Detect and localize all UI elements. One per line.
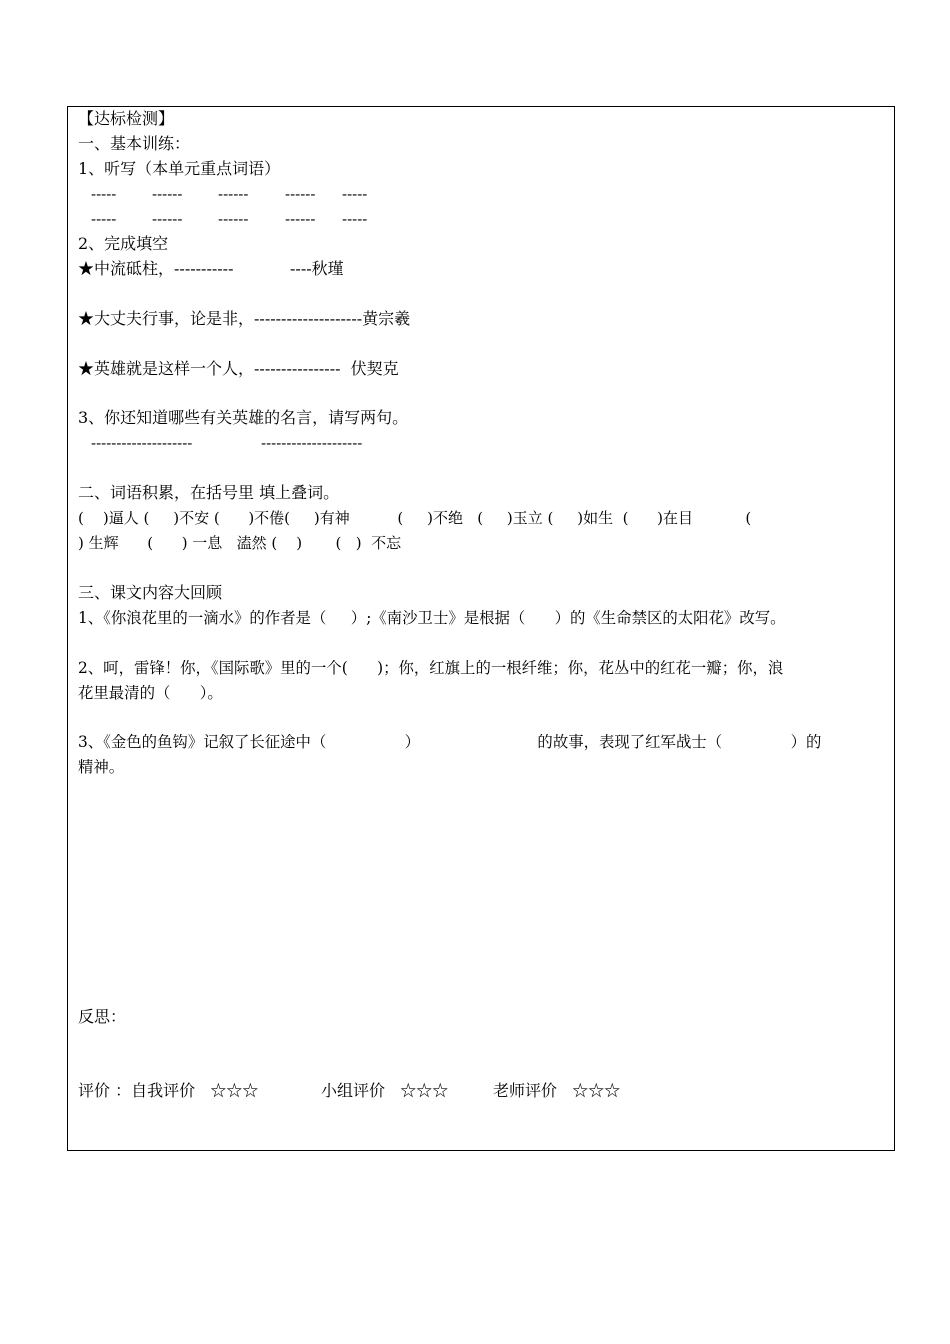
quote-fuqike: ★英雄就是这样一个人，---------------- 伏契克 [78,359,399,378]
group-evaluation: 小组评价 ☆☆☆ [321,1081,449,1100]
quote-huangzongxi: ★大丈夫行事，论是非，--------------------黄宗羲 [78,309,411,328]
answer-blank: -------------------- [261,434,363,452]
blank-line: ------ [152,210,183,228]
blank-line: ----- [91,210,117,228]
reduplication-line2: ) 生辉 ( ) 一息 溘然 ( ) ( ) 不忘 [78,534,402,552]
quote-qiujin-author: ----秋瑾 [290,259,344,278]
teacher-evaluation: 老师评价 ☆☆☆ [493,1081,621,1100]
answer-blank: -------------------- [91,434,193,452]
blank-line: ----- [342,185,368,203]
blank-line: ------ [285,210,316,228]
blank-line: ------ [285,185,316,203]
part2-heading: 二、词语积累，在括号里 填上叠词。 [78,483,340,502]
blank-line: ------ [152,185,183,203]
hero-quotes-question: 3、你还知道哪些有关英雄的名言，请写两句。 [78,408,409,427]
blank-line: ----- [91,185,117,203]
blank-line: ------ [218,210,249,228]
review-question3-line2: 精神。 [78,758,125,776]
review-question1: 1、《你浪花里的一滴水》的作者是（ ）;《南沙卫士》是根据（ ）的《生命禁区的太阳花》改写。 [78,609,786,627]
blank-line: ------ [218,185,249,203]
reduplication-line1: ( )逼人 ( )不安 ( )不倦( )有神 ( )不绝 ( )玉立 ( )如生 ( )在目 ( [78,509,752,527]
review-question2-line1: 2、呵，雷锋！你，《国际歌》里的一个( )；你，红旗上的一根纤维；你，花丛中的红花一瓣；你，浪 [78,659,784,677]
review-question2-line2: 花里最清的（ ）。 [78,684,223,702]
part3-heading: 三、课文内容大回顾 [78,583,223,602]
self-evaluation: 评价 ：自我评价 ☆☆☆ [78,1081,259,1100]
part1-heading: 一、基本训练： [78,134,191,153]
fill-blank-question: 2、完成填空 [78,234,169,253]
assessment-box [67,106,895,1151]
reflection-label: 反思： [78,1007,127,1026]
section-title: 【达标检测】 [78,109,175,128]
review-question3-line1: 3、《金色的鱼钩》记叙了长征途中（ ） 的故事，表现了红军战士（ ）的 [78,733,822,751]
quote-qiujin: ★中流砥柱，----------- [78,259,234,278]
blank-line: ----- [342,210,368,228]
dictation-question: 1、听写（本单元重点词语） [78,159,281,178]
